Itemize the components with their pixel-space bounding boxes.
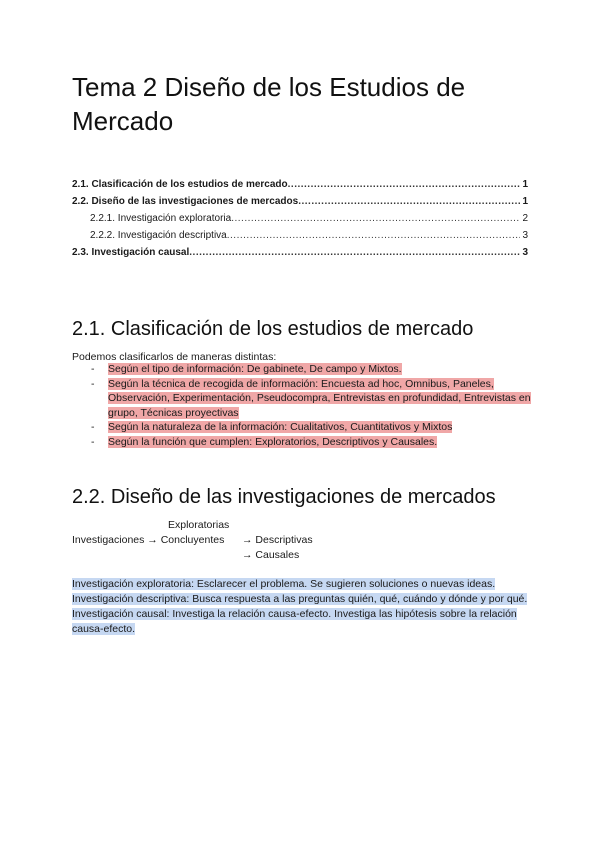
section-heading-2-2: 2.2. Diseño de las investigaciones de mercados xyxy=(72,486,496,508)
toc-entry-label: 2.2.2. Investigación descriptiva xyxy=(90,230,227,241)
section-heading-2-1: 2.1. Clasificación de los estudios de mercado xyxy=(72,318,474,340)
toc-entry[interactable] xyxy=(72,227,528,244)
document-title: Tema 2 Diseño de los Estudios de Mercado xyxy=(72,72,466,136)
bullet-marker: - xyxy=(91,363,95,375)
list-item xyxy=(72,377,532,421)
bullet-marker: - xyxy=(91,435,95,448)
highlighted-text: Según la técnica de recogida de información: Encuesta ad hoc, Omnibus, Paneles, Observación, Experimentación, Pseudocompra, Entrevistas en profundidad, Entrevistas en grupo, Técnicas proyectivas xyxy=(108,377,531,419)
bullet-list xyxy=(72,362,532,449)
highlighted-text: Según la naturaleza de la información: Cualitativos, Cuantitativos y Mixtos xyxy=(108,421,453,433)
toc-entry[interactable] xyxy=(72,193,528,210)
toc-entry-label: 2.2. Diseño de las investigaciones de mercados xyxy=(72,196,299,207)
toc-entry-page: 1 xyxy=(522,196,528,207)
toc-entry-page: 3 xyxy=(522,247,528,258)
list-item xyxy=(72,435,532,450)
toc-entry[interactable] xyxy=(72,210,528,227)
definitions xyxy=(72,577,532,637)
highlighted-text: Investigación descriptiva: Busca respuesta a las preguntas quién, qué, cuándo y dónde y por qué. xyxy=(72,593,528,605)
definition-paragraph xyxy=(72,577,532,592)
highlighted-text: Investigación causal: Investiga la relación causa-efecto. Investiga las hipótesis sobre la relación causa-efecto. xyxy=(72,608,517,635)
definition-paragraph xyxy=(72,592,532,607)
diagram-causales: → Causales xyxy=(242,549,300,561)
toc-entry-page: 2 xyxy=(522,213,528,224)
toc-entry-page: 1 xyxy=(522,179,528,190)
bullet-marker: - xyxy=(91,421,95,433)
toc-entry-label: 2.2.1. Investigación exploratoria xyxy=(90,213,232,224)
definition-paragraph xyxy=(72,607,532,637)
highlighted-text: Según la función que cumplen: Exploratorios, Descriptivos y Causales. xyxy=(108,435,438,448)
bullet-marker: - xyxy=(91,377,95,390)
toc-entry-label: 2.3. Investigación causal xyxy=(72,247,190,258)
classification-diagram xyxy=(72,518,532,566)
diagram-investigaciones: Investigaciones → Concluyentes xyxy=(72,534,225,546)
list-item xyxy=(72,420,532,435)
diagram-exploratorias: Exploratorias xyxy=(168,519,230,531)
highlighted-text: Según el tipo de información: De gabinete, De campo y Mixtos. xyxy=(108,363,402,375)
list-item xyxy=(72,362,532,377)
toc-entry[interactable] xyxy=(72,176,528,193)
toc-entry-label: 2.1. Clasificación de los estudios de mercado xyxy=(72,179,288,190)
toc-entry-page: 3 xyxy=(522,230,528,241)
diagram-descriptivas: → Descriptivas xyxy=(242,534,313,546)
toc-entry[interactable] xyxy=(72,244,528,261)
table-of-contents xyxy=(72,176,528,261)
highlighted-text: Investigación exploratoria: Esclarecer el problema. Se sugieren soluciones o nuevas ideas. xyxy=(72,578,496,590)
section-intro: Podemos clasificarlos de maneras distintas: xyxy=(72,351,277,363)
